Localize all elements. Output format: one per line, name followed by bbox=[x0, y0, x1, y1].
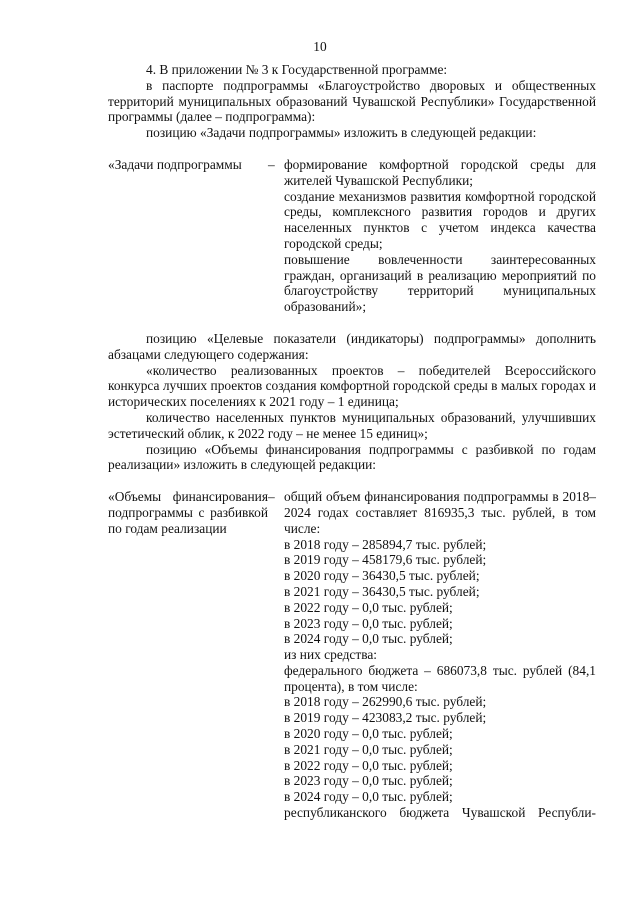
federal-year-line: в 2020 году – 0,0 тыс. рублей; bbox=[284, 726, 453, 742]
federal-year-line: в 2022 году – 0,0 тыс. рублей; bbox=[284, 757, 453, 773]
intro-paragraph-3: позицию «Задачи подпрограммы» изложить в следующей редакции: bbox=[146, 125, 537, 141]
federal-year-line: в 2023 году – 0,0 тыс. рублей; bbox=[284, 773, 453, 789]
intro-paragraph-2: в паспорте подпрограммы «Благоустройство дворовых и общественных территорий муниципальных образований Чувашской Республики» Государственной программы (далее – подпрограмма): bbox=[108, 77, 596, 125]
middle-paragraph-3: количество населенных пунктов муниципальных образований, улучшивших эстетический облик, к 2022 году – не менее 15 единиц»; bbox=[108, 409, 596, 441]
page-number: 10 bbox=[313, 39, 327, 54]
funding-year-line: в 2019 году – 458179,6 тыс. рублей; bbox=[284, 552, 487, 568]
federal-year-line: в 2019 году – 423083,2 тыс. рублей; bbox=[284, 710, 487, 726]
funding-total: общий объем финансирования подпрограммы в 2018–2024 годах составляет 816935,3 тыс. рублей, в том числе: bbox=[284, 489, 596, 536]
tasks-label: «Задачи подпрограммы bbox=[108, 156, 242, 172]
funding-year-line: в 2022 году – 0,0 тыс. рублей; bbox=[284, 599, 453, 615]
tasks-table bbox=[108, 157, 596, 315]
funding-of-which: из них средства: bbox=[284, 647, 378, 663]
document-body bbox=[108, 62, 596, 821]
funding-year-line: в 2020 году – 36430,5 тыс. рублей; bbox=[284, 568, 480, 584]
funding-year-line: в 2018 году – 285894,7 тыс. рублей; bbox=[284, 536, 487, 552]
funding-year-line: в 2021 году – 36430,5 тыс. рублей; bbox=[284, 583, 480, 599]
funding-year-line: в 2024 году – 0,0 тыс. рублей; bbox=[284, 631, 453, 647]
intro-paragraph-1: 4. В приложении № 3 к Государственной программе: bbox=[146, 62, 448, 77]
tasks-values bbox=[284, 157, 596, 315]
federal-year-line: в 2018 году – 262990,6 тыс. рублей; bbox=[284, 694, 487, 710]
funding-year-line: в 2023 году – 0,0 тыс. рублей; bbox=[284, 615, 453, 631]
funding-label: «Объемы финансирования подпрограммы с разбивкой по годам реализации bbox=[108, 489, 268, 536]
task-item: повышение вовлеченности заинтересованных граждан, организаций в реализацию мероприятий по благоустройству территорий муниципальных образований»; bbox=[284, 251, 596, 315]
funding-values bbox=[284, 489, 596, 821]
federal-year-line: в 2024 году – 0,0 тыс. рублей; bbox=[284, 789, 453, 805]
federal-year-line: в 2021 году – 0,0 тыс. рублей; bbox=[284, 741, 453, 757]
funding-republican: республиканского бюджета Чувашской Республи- bbox=[284, 805, 596, 821]
middle-paragraph-4: позицию «Объемы финансирования подпрограммы с разбивкой по годам реализации» изложить в следующей редакции: bbox=[108, 441, 596, 473]
funding-federal: федерального бюджета – 686073,8 тыс. рублей (84,1 процента), в том числе: bbox=[284, 662, 596, 694]
middle-paragraph-1: позицию «Целевые показатели (индикаторы) подпрограммы» дополнить абзацами следующего содержания: bbox=[108, 330, 596, 362]
task-item: создание механизмов развития комфортной городской среды, комплексного развития городов и других населенных пунктов с учетом индекса качества городской среды; bbox=[284, 188, 596, 251]
funding-dash: – bbox=[268, 489, 275, 505]
funding-table bbox=[108, 489, 596, 821]
task-item: формирование комфортной городской среды для жителей Чувашской Республики; bbox=[284, 156, 596, 188]
middle-paragraph-2: «количество реализованных проектов – победителей Всероссийского конкурса лучших проектов создания комфортной городской среды в малых городах и исторических поселениях к 2021 году – 1 единица; bbox=[108, 362, 596, 410]
tasks-dash: – bbox=[268, 156, 275, 172]
